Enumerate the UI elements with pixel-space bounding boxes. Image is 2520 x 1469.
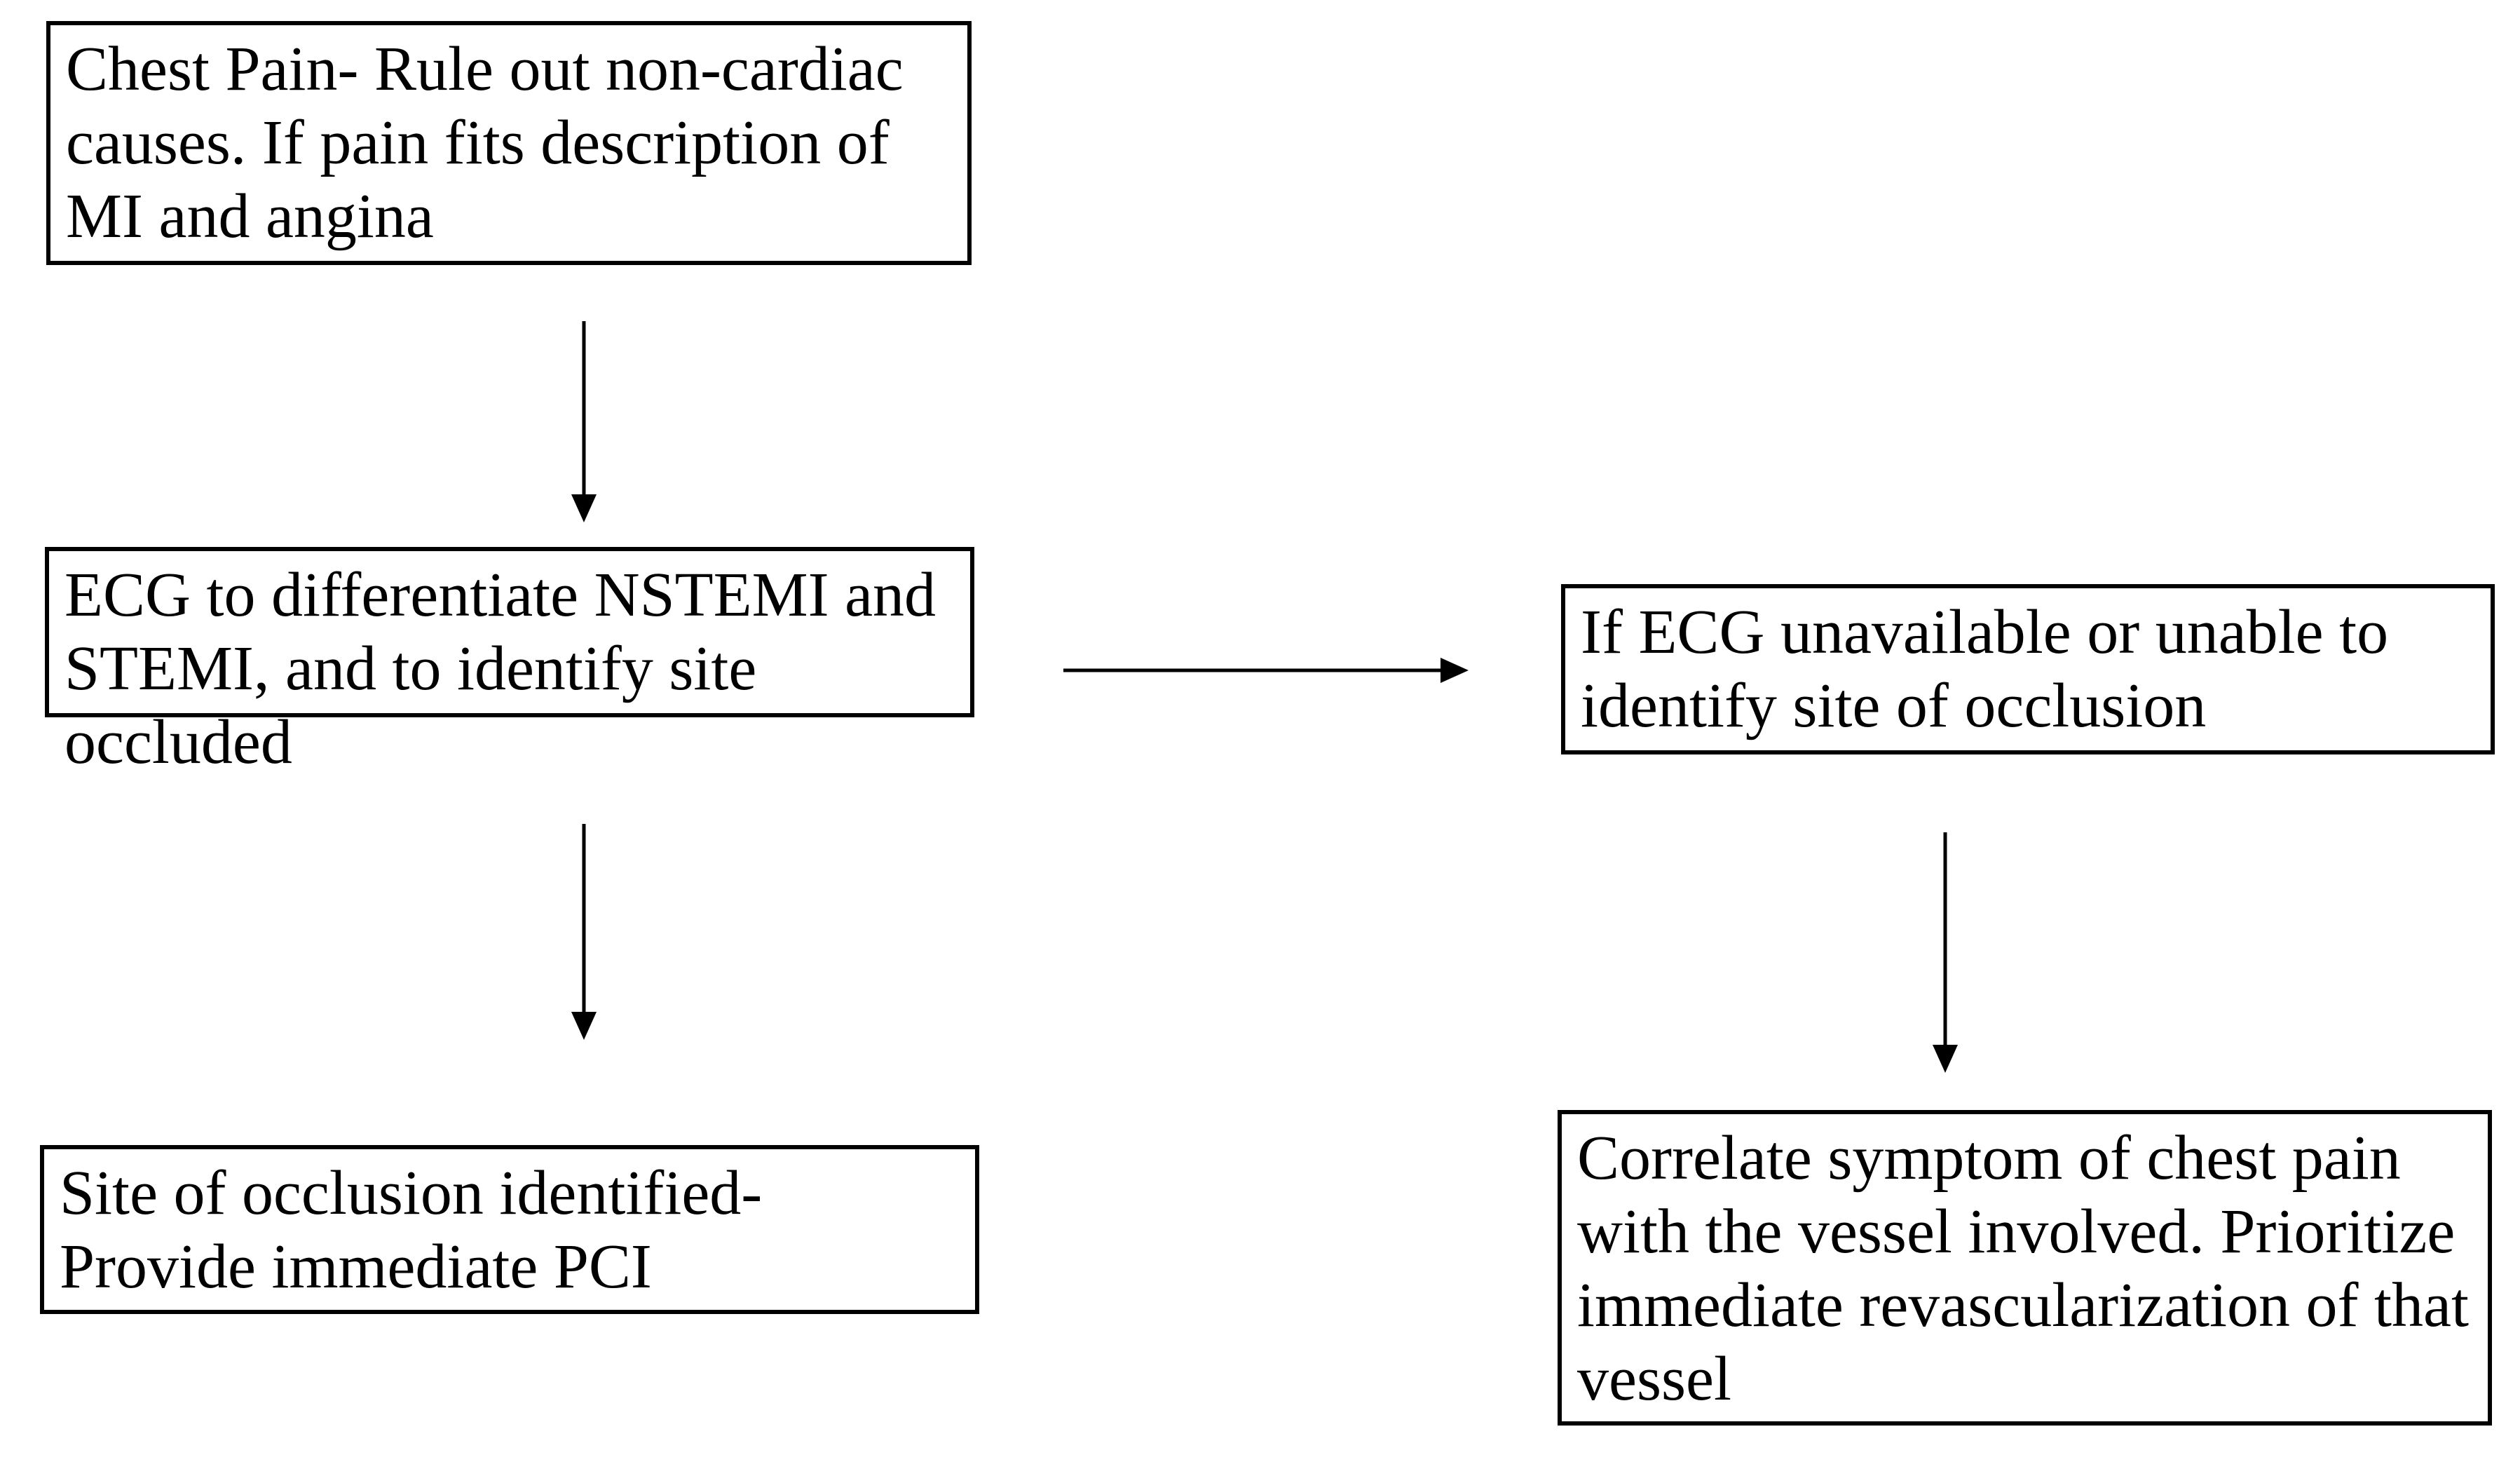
- arrow-ecg-unavailable-to-correlate: [1933, 832, 1958, 1073]
- node-ecg-text: ECG to differentiate NSTEMI and STEMI, and to identify site occluded: [64, 560, 937, 777]
- arrow-ecg-to-site-identified: [571, 824, 597, 1040]
- node-site-identified-text: Site of occlusion identified- Provide immediate PCI: [60, 1158, 763, 1301]
- node-ecg-unavailable-text: If ECG unavailable or unable to identify site of occlusion: [1581, 597, 2389, 740]
- node-chest-pain-text: Chest Pain- Rule out non-cardiac causes. If pain fits description of MI and angina: [66, 34, 904, 251]
- arrow-chest-pain-to-ecg: [571, 321, 597, 522]
- node-ecg: [45, 547, 974, 777]
- node-correlate-text: Correlate symptom of chest pain with the vessel involved. Prioritize immediate revascularization of that vessel: [1577, 1123, 2469, 1414]
- node-ecg-unavailable: [1561, 584, 2495, 754]
- node-correlate: [1558, 1110, 2492, 1426]
- node-site-identified: [40, 1145, 979, 1314]
- node-chest-pain: [46, 21, 972, 265]
- arrow-ecg-to-ecg-unavailable: [1063, 658, 1469, 683]
